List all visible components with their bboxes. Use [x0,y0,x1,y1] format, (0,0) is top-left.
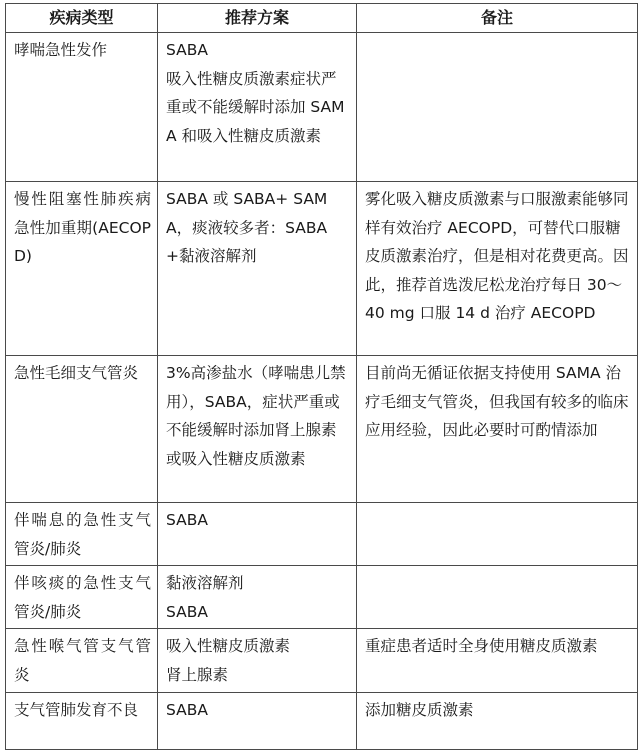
table-row [6,33,638,182]
disease-cell: 支气管肺发育不良 [6,692,158,749]
plan-cell: SABA 吸入性糖皮质激素症状严重或不能缓解时添加 SAMA 和吸入性糖皮质激素 [158,33,357,182]
header-notes: 备注 [357,4,638,33]
disease-cell: 慢性阻塞性肺疾病急性加重期(AECOPD) [6,182,158,356]
disease-cell: 伴咳痰的急性支气管炎/肺炎 [6,566,158,629]
plan-cell: SABA [158,503,357,566]
disease-cell: 急性喉气管支气管炎 [6,629,158,692]
table-row [6,692,638,749]
note-cell: 添加糖皮质激素 [357,692,638,749]
table-row [6,503,638,566]
disease-cell: 伴喘息的急性支气管炎/肺炎 [6,503,158,566]
table-row [6,356,638,503]
header-recommended-plan: 推荐方案 [158,4,357,33]
note-cell: 雾化吸入糖皮质激素与口服激素能够同样有效治疗 AECOPD，可替代口服糖皮质激素治疗，但是相对花费更高。因此，推荐首选泼尼松龙治疗每日 30～40 mg 口服 14 d 治疗 AECOPD [357,182,638,356]
table-row [6,629,638,692]
treatment-table [5,3,638,750]
plan-cell: 3%高渗盐水（哮喘患儿禁用），SABA，症状严重或不能缓解时添加肾上腺素或吸入性糖皮质激素 [158,356,357,503]
note-cell: 目前尚无循证依据支持使用 SAMA 治疗毛细支气管炎，但我国有较多的临床应用经验，因此必要时可酌情添加 [357,356,638,503]
plan-cell: SABA 或 SABA+ SAMA，痰液较多者：SABA+黏液溶解剂 [158,182,357,356]
disease-cell: 哮喘急性发作 [6,33,158,182]
note-cell [357,566,638,629]
header-row [6,4,638,33]
table-row [6,566,638,629]
table-row [6,182,638,356]
disease-cell: 急性毛细支气管炎 [6,356,158,503]
note-cell [357,503,638,566]
plan-cell: 吸入性糖皮质激素 肾上腺素 [158,629,357,692]
note-cell: 重症患者适时全身使用糖皮质激素 [357,629,638,692]
plan-cell: 黏液溶解剂 SABA [158,566,357,629]
note-cell [357,33,638,182]
plan-cell: SABA [158,692,357,749]
header-disease-type: 疾病类型 [6,4,158,33]
